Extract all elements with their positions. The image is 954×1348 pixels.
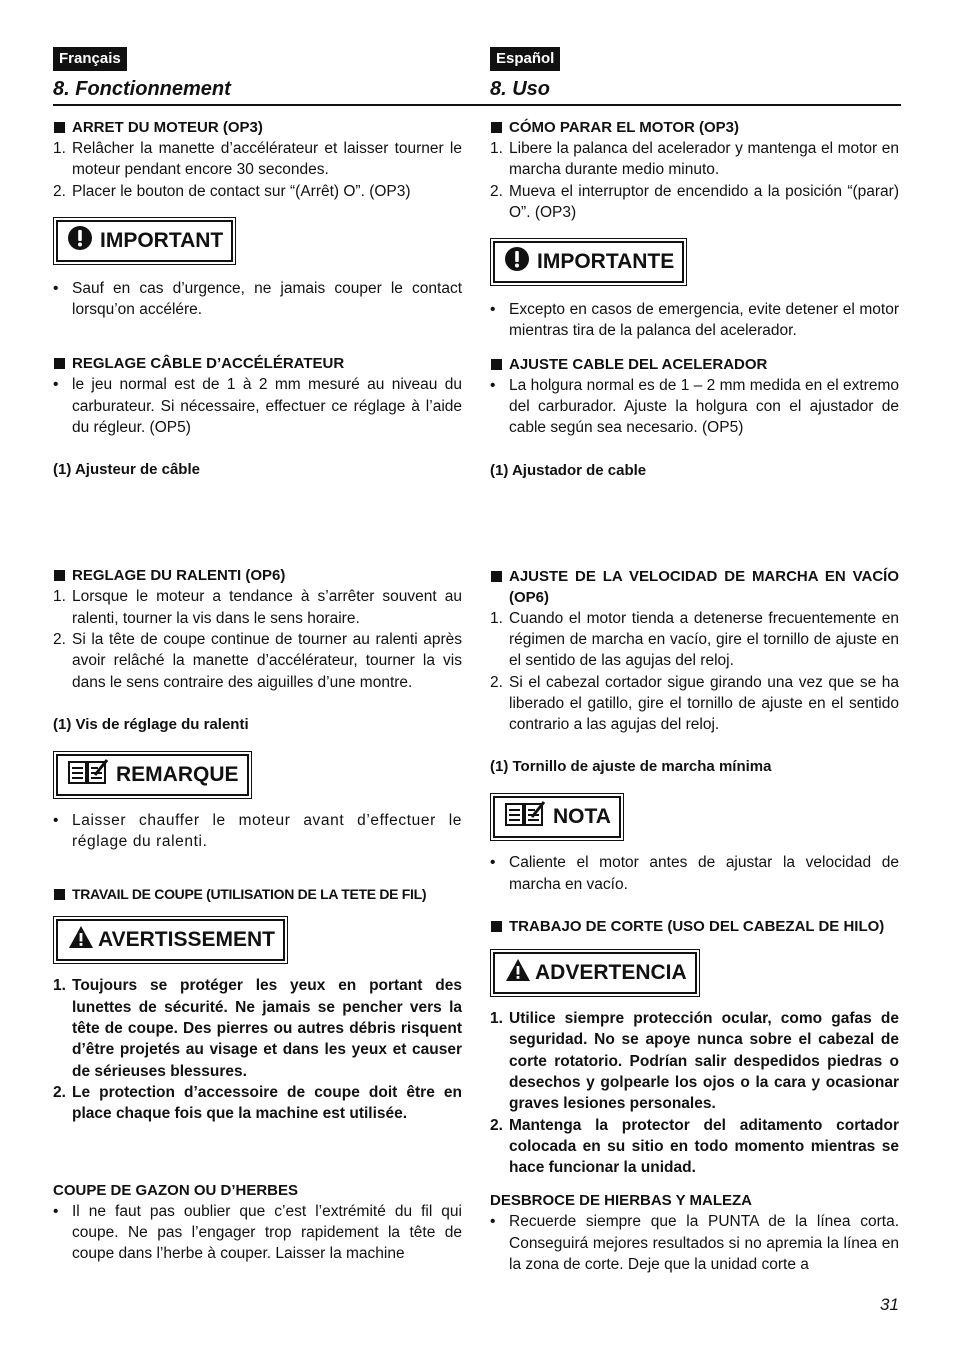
important-text: • Sauf en cas d’urgence, ne jamais couper le contact lorsqu’on accélére. bbox=[53, 279, 462, 319]
stop-motor-heading: CÓMO PARAR EL MOTOR (OP3) bbox=[490, 117, 899, 138]
remark-box: NOTA bbox=[493, 796, 621, 838]
grass-heading: COUPE DE GAZON OU D’HERBES bbox=[53, 1181, 299, 1199]
important-box: IMPORTANTE bbox=[493, 241, 684, 283]
idle-heading: REGLAGE DU RALENTI (OP6) bbox=[53, 565, 462, 586]
exclamation-icon bbox=[68, 226, 92, 256]
language-tab: Español bbox=[490, 47, 560, 71]
grass-text: • Il ne faut pas oublier que c’est l’extrémité du fil qui coupe. Ne pas l’engager trop rapidement la tête de coupe dans l’herbe à couper. Laisser la machine bbox=[53, 1202, 462, 1263]
idle-step-2: 2. Si el cabezal cortador sigue girando una vez que se ha liberado el gatillo, gire el tornillo de ajuste en el sentido contrario a las agujas del reloj. bbox=[490, 673, 899, 734]
warning-box: AVERTISSEMENT bbox=[56, 919, 285, 961]
remark-text: • Laisser chauffer le moteur avant d’effectuer le réglage du ralenti. bbox=[53, 811, 462, 851]
warning-step-1: 1. Utilice siempre protección ocular, como gafas de seguridad. No se apoye nunca sobre el cabezal de corte rotatorio. Podrían salir despedidos piedras o desechos y golpearle los ojos o la cara y ocasionar graves lesiones personales. bbox=[490, 1010, 899, 1113]
stop-step-1: 1. Relâcher la manette d’accélérateur et laisser tourner le moteur pendant encore 30 secondes. bbox=[53, 140, 462, 179]
warning-box: ADVERTENCIA bbox=[493, 952, 697, 994]
idle-step-1: 1. Cuando el motor tienda a detenerse frecuentemente en régimen de marcha en vacío, gire el tornillo de ajuste en el sentido de las agujas del reloj. bbox=[490, 609, 899, 670]
throttle-cable-text: • le jeu normal est de 1 à 2 mm mesuré au niveau du carburateur. Si nécessaire, effectuer ce réglage à l’aide du régleur. (OP5) bbox=[53, 376, 462, 437]
notepad-icon bbox=[68, 759, 108, 791]
warning-triangle-icon bbox=[505, 958, 531, 988]
grass-heading: DESBROCE DE HIERBAS Y MALEZA bbox=[490, 1192, 752, 1210]
remark-text: • Caliente el motor antes de ajustar la velocidad de marcha en vacío. bbox=[490, 854, 899, 893]
stop-step-1: 1. Libere la palanca del acelerador y mantenga el motor en marcha durante medio minuto. bbox=[490, 140, 899, 179]
section-title: 8. Uso bbox=[490, 78, 551, 100]
notepad-icon bbox=[505, 801, 545, 833]
warning-triangle-icon bbox=[68, 925, 94, 955]
throttle-cable-heading: REGLAGE CÂBLE D’ACCÉLÉRATEUR bbox=[53, 353, 462, 374]
important-box: IMPORTANT bbox=[56, 220, 233, 262]
exclamation-icon bbox=[505, 247, 529, 277]
stop-step-2: 2. Mueva el interruptor de encendido a la posición “(parar) O”. (OP3) bbox=[490, 182, 899, 221]
idle-caption: (1) Vis de réglage du ralenti bbox=[53, 715, 249, 733]
french-column bbox=[53, 47, 462, 1264]
section-title: 8. Fonctionnement bbox=[53, 78, 231, 100]
idle-heading: AJUSTE DE LA VELOCIDAD DE MARCHA EN VACÍO (OP6) bbox=[490, 566, 899, 608]
remark-box: REMARQUE bbox=[56, 754, 249, 796]
stop-step-2: 2. Placer le bouton de contact sur “(Arrêt) O”. (OP3) bbox=[53, 182, 411, 200]
language-tab: Français bbox=[53, 47, 127, 71]
idle-step-2: 2. Si la tête de coupe continue de tourner au ralenti après avoir relâché la manette d’accélérateur, tourner la vis dans le sens contraire des aiguilles d’une montre. bbox=[53, 630, 462, 691]
throttle-cable-caption: (1) Ajustador de cable bbox=[490, 461, 647, 479]
cutting-heading: TRAVAIL DE COUPE (UTILISATION DE LA TETE DE FIL) bbox=[53, 884, 462, 905]
throttle-cable-heading: AJUSTE CABLE DEL ACELERADOR bbox=[490, 354, 899, 375]
warning-step-2: 2. Mantenga la protector del aditamento cortador colocada en su sitio en todo momento mientras se hace funcionar la unidad. bbox=[490, 1116, 899, 1177]
idle-caption: (1) Tornillo de ajuste de marcha mínima bbox=[490, 758, 772, 776]
page-number: 31 bbox=[880, 1295, 899, 1314]
throttle-cable-text: • La holgura normal es de 1 – 2 mm medida en el extremo del carburador. Ajuste la holgura con el ajustador de cable según sea necesario. (OP5) bbox=[490, 376, 899, 437]
stop-motor-heading: ARRET DU MOTEUR (OP3) bbox=[53, 117, 462, 138]
important-text: • Excepto en casos de emergencia, evite detener el motor mientras tira de la palanca del acelerador. bbox=[490, 301, 899, 340]
spanish-column bbox=[490, 47, 899, 1275]
grass-text: • Recuerde siempre que la PUNTA de la línea corta. Conseguirá mejores resultados si no apremia la línea en la zona de corte. Deje que la unidad corte a bbox=[490, 1213, 899, 1274]
throttle-cable-caption: (1) Ajusteur de câble bbox=[53, 461, 200, 479]
warning-step-1: 1. Toujours se protéger les yeux en portant des lunettes de sécurité. Ne jamais se pencher vers la tête de coupe. Des pierres ou autres débris risquent d’être projetés au visage et dans les yeux et causer de sérieuses blessures. bbox=[53, 977, 462, 1080]
warning-step-2: 2. Le protection d’accessoire de coupe doit être en place chaque fois que la machine est utilisée. bbox=[53, 1083, 462, 1123]
cutting-heading: TRABAJO DE CORTE (USO DEL CABEZAL DE HILO) bbox=[490, 916, 899, 937]
idle-step-1: 1. Lorsque le moteur a tendance à s’arrêter souvent au ralenti, tourner la vis dans le sens horaire. bbox=[53, 588, 462, 627]
